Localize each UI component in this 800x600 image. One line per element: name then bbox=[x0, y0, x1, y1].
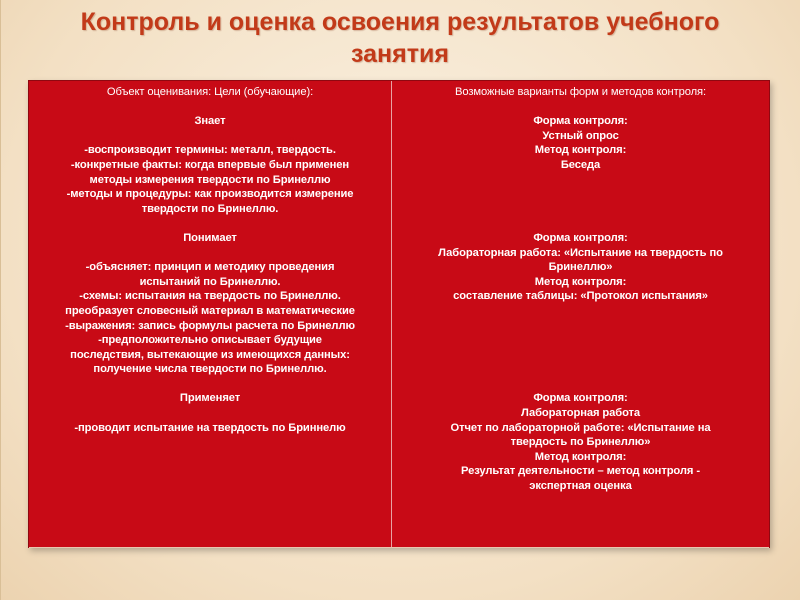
control-block-2-line: составление таблицы: «Протокол испытания» bbox=[453, 290, 708, 303]
control-block-3-line: Форма контроля: bbox=[533, 392, 628, 405]
control-block-1-line: Метод контроля: bbox=[534, 144, 627, 157]
understands-heading: Понимает bbox=[183, 231, 237, 244]
knows-line: -методы и процедуры: как производится измерение bbox=[66, 188, 354, 201]
applies-heading: Применяет bbox=[179, 392, 241, 405]
understands-line: -предположительно описывает будущие bbox=[98, 334, 322, 347]
control-block-3-line: твердость по Бринеллю» bbox=[510, 436, 651, 449]
applies-line: -проводит испытание на твердость по Бриннелю bbox=[74, 421, 346, 434]
understands-line: испытаний по Бринеллю. bbox=[139, 275, 281, 288]
control-block-3-line: Отчет по лабораторной работе: «Испытание на bbox=[450, 421, 711, 434]
table-bottom-edge bbox=[29, 547, 769, 548]
control-block-3-line: экспертная оценка bbox=[529, 480, 632, 493]
control-block-3-line: Лабораторная работа bbox=[520, 407, 641, 420]
control-block-2-line: Форма контроля: bbox=[533, 231, 628, 244]
understands-line: последствия, вытекающие из имеющихся данных: bbox=[70, 348, 350, 361]
knows-line: методы измерения твердости по Бринеллю bbox=[89, 173, 331, 186]
control-block-3-line: Метод контроля: bbox=[534, 450, 627, 463]
slide-title bbox=[40, 6, 760, 70]
control-block-2-line: Лабораторная работа: «Испытание на твердость по bbox=[438, 246, 723, 259]
objectives-column bbox=[29, 81, 392, 547]
understands-line: -объясняет: принцип и методику проведения bbox=[85, 261, 335, 274]
understands-line: преобразует словесный материал в математические bbox=[65, 304, 355, 317]
knows-line: -конкретные факты: когда впервые был применен bbox=[70, 158, 350, 171]
knows-heading: Знает bbox=[194, 115, 226, 128]
control-block-3-line: Результат деятельности – метод контроля - bbox=[461, 465, 700, 478]
control-methods-column bbox=[392, 81, 769, 547]
objectives-header: Объект оценивания: Цели (обучающие): bbox=[106, 86, 314, 98]
control-methods-header: Возможные варианты форм и методов контроля: bbox=[455, 86, 706, 98]
understands-line: -схемы: испытания на твердость по Бринеллю. bbox=[79, 290, 341, 303]
knows-line: твердости по Бринеллю. bbox=[141, 202, 279, 215]
understands-line: -выражения: запись формулы расчета по Бринеллю bbox=[65, 319, 355, 332]
control-block-2-line: Метод контроля: bbox=[534, 275, 627, 288]
control-block-1-line: Устный опрос bbox=[542, 129, 619, 142]
control-block-1-line: Форма контроля: bbox=[533, 115, 628, 128]
control-block-2-line: Бринеллю» bbox=[548, 261, 613, 274]
control-block-1-line: Беседа bbox=[560, 158, 601, 171]
understands-line: получение числа твердости по Бринеллю. bbox=[93, 363, 327, 376]
assessment-table bbox=[28, 80, 770, 548]
slide-title-line-1: Контроль и оценка освоения результатов учебного bbox=[80, 8, 720, 36]
slide-title-line-2: занятия bbox=[351, 40, 449, 68]
knows-line: -воспроизводит термины: металл, твердость. bbox=[84, 144, 336, 157]
